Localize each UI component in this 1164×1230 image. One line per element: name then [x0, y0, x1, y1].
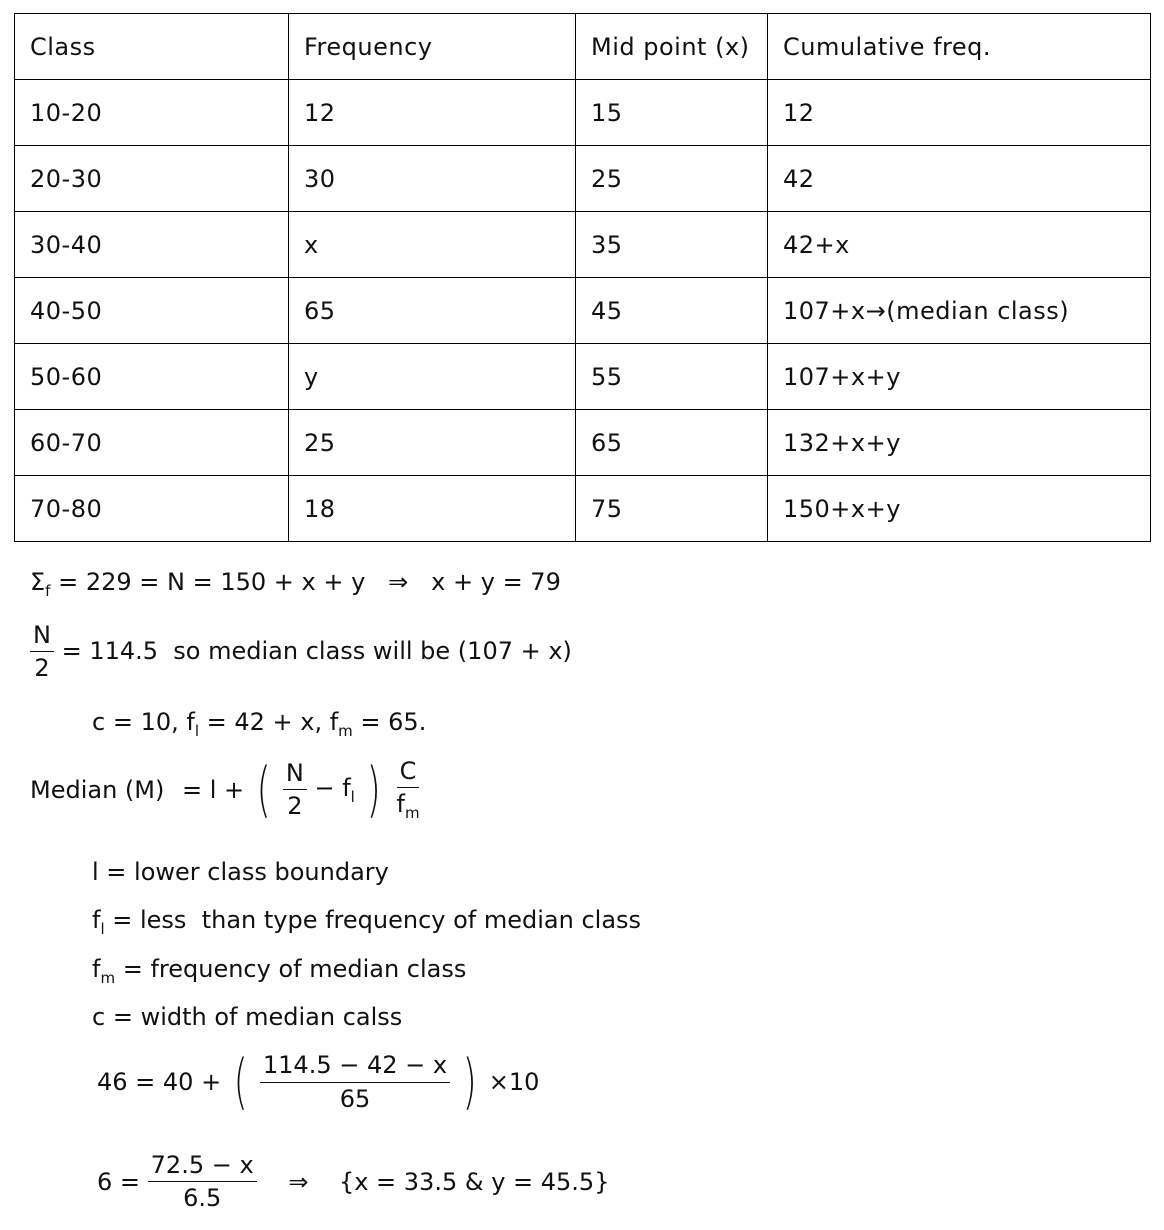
table-row — [15, 278, 1151, 344]
table-cell: Class — [15, 14, 289, 80]
table-cell: 107+x→(median class) — [768, 278, 1151, 344]
table-cell: 50-60 — [15, 344, 289, 410]
table-row — [15, 146, 1151, 212]
definition-fl: $f_l$ = less than type frequency of median class — [92, 906, 642, 938]
table-cell: x — [289, 212, 576, 278]
table-cell: 55 — [576, 344, 768, 410]
table-cell: 30-40 — [15, 212, 289, 278]
table-cell: 107+x+y — [768, 344, 1151, 410]
table-cell: 10-20 — [15, 80, 289, 146]
table-cell: 40-50 — [15, 278, 289, 344]
table-cell: 65 — [576, 410, 768, 476]
table-cell: 30 — [289, 146, 576, 212]
n-over-2-fraction: $\frac{N}{2}$ — [30, 622, 54, 682]
table-cell: 150+x+y — [768, 476, 1151, 542]
table-header-row — [15, 14, 1151, 80]
table-cell: 25 — [289, 410, 576, 476]
table-cell: Frequency — [289, 14, 576, 80]
table-row — [15, 344, 1151, 410]
definition-l: l = lower class boundary — [92, 858, 389, 886]
table-cell: 25 — [576, 146, 768, 212]
table-cell: 20-30 — [15, 146, 289, 212]
table-row — [15, 80, 1151, 146]
table-cell: y — [289, 344, 576, 410]
sum-equation: $\Sigma_f = 229 = N = 150 + x + y$ ⇒ x + y = 79 — [30, 568, 561, 600]
definition-fm: $f_m$ = frequency of median class — [92, 955, 467, 987]
given-values: c = 10, $f_l = 42 + x$, $f_m = 65$. — [92, 708, 427, 740]
table-cell: 65 — [289, 278, 576, 344]
table-cell: 42 — [768, 146, 1151, 212]
table-cell: 45 — [576, 278, 768, 344]
result-equation: 6 = $\frac{72.5 - x}{6.5}$ ⇒ {x = 33.5 & y = 45.5} — [97, 1151, 610, 1213]
table-cell: 60-70 — [15, 410, 289, 476]
table-cell: 35 — [576, 212, 768, 278]
substitution-equation: 46 = 40 + ( $\frac{114.5 - 42 - x}{65}$ ) ×10 — [97, 1047, 540, 1117]
table-cell: Mid point (x) — [576, 14, 768, 80]
table-row — [15, 476, 1151, 542]
table-cell: 15 — [576, 80, 768, 146]
table-cell: 12 — [289, 80, 576, 146]
frequency-table — [14, 13, 1151, 542]
table-row — [15, 212, 1151, 278]
table-cell: 42+x — [768, 212, 1151, 278]
table-cell: 75 — [576, 476, 768, 542]
table-cell: 18 — [289, 476, 576, 542]
definition-c: c = width of median calss — [92, 1003, 403, 1031]
table-row — [15, 410, 1151, 476]
median-position-equation: $\frac{N}{2}$ = 114.5 so median class will be (107 + x) — [30, 622, 572, 682]
table-cell: 12 — [768, 80, 1151, 146]
median-formula: Median (M) = l + ( $\frac{N}{2}$ − $f_l$ ) $\frac{C}{f_m}$ — [30, 754, 420, 825]
table-cell: Cumulative freq. — [768, 14, 1151, 80]
table-cell: 70-80 — [15, 476, 289, 542]
table-cell: 132+x+y — [768, 410, 1151, 476]
